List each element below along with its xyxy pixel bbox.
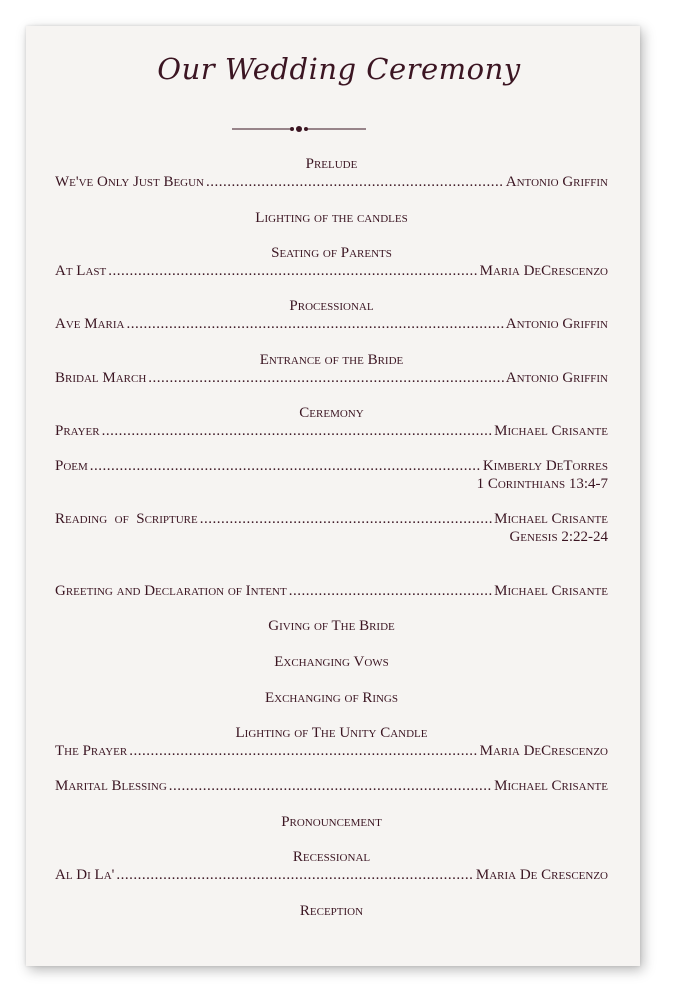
section-heading: Reception <box>299 903 364 919</box>
section-heading: Exchanging Vows <box>274 654 389 670</box>
program-row <box>55 262 608 280</box>
item-title: Poem <box>55 458 88 474</box>
section-heading: Processional <box>289 298 374 314</box>
program-row <box>55 315 608 333</box>
dot-leader <box>102 422 493 440</box>
section-heading: Entrance of the Bride <box>259 352 404 368</box>
item-performer: Antonio Griffin <box>505 370 608 386</box>
dot-leader <box>148 369 504 387</box>
section-heading: Prelude <box>305 156 358 172</box>
dot-leader <box>116 866 474 884</box>
flourish-divider-icon <box>232 122 366 136</box>
item-performer: Maria De Crescenzo <box>475 867 608 883</box>
scripture-reference: Genesis 2:22-24 <box>509 529 608 545</box>
item-title: The Prayer <box>55 743 128 759</box>
item-performer: Maria DeCrescenzo <box>479 263 608 279</box>
dot-leader <box>108 262 477 280</box>
scripture-reference: 1 Corinthians 13:4-7 <box>476 476 608 492</box>
item-performer: Maria DeCrescenzo <box>479 743 608 759</box>
section-heading: Lighting of The Unity Candle <box>235 725 428 741</box>
item-title: Bridal March <box>55 370 147 386</box>
item-title: Ave Maria <box>55 316 125 332</box>
item-performer: Antonio Griffin <box>505 316 608 332</box>
program-row <box>55 173 608 191</box>
dot-leader <box>90 457 481 475</box>
item-performer: Michael Crisante <box>494 511 608 527</box>
item-title: We've Only Just Begun <box>55 174 205 190</box>
item-title: Al Di La' <box>55 867 115 883</box>
ceremony-program <box>55 155 608 920</box>
program-row <box>55 457 608 475</box>
dot-leader <box>289 582 492 600</box>
section-heading: Giving of The Bride <box>268 618 395 634</box>
item-performer: Kimberly DeTorres <box>482 458 608 474</box>
item-title: Marital Blessing <box>55 778 167 794</box>
section-heading: Lighting of the candles <box>255 210 408 226</box>
dot-leader <box>169 777 492 795</box>
item-performer: Michael Crisante <box>494 778 608 794</box>
program-row <box>55 422 608 440</box>
item-performer: Michael Crisante <box>494 423 608 439</box>
program-row <box>55 742 608 760</box>
program-row <box>55 369 608 387</box>
section-heading: Seating of Parents <box>271 245 392 261</box>
item-title: Prayer <box>55 423 100 439</box>
program-row <box>55 582 608 600</box>
item-performer: Michael Crisante <box>494 583 608 599</box>
page-title: Our Wedding Ceremony <box>157 52 521 86</box>
dot-leader <box>126 315 503 333</box>
item-title: Reading of Scripture <box>55 511 198 527</box>
section-heading: Pronouncement <box>281 814 382 830</box>
item-performer: Antonio Griffin <box>505 174 608 190</box>
program-row <box>55 510 608 528</box>
dot-leader <box>206 173 504 191</box>
dot-leader <box>200 510 492 528</box>
program-row <box>55 866 608 884</box>
section-heading: Ceremony <box>299 405 364 421</box>
item-title: At Last <box>55 263 107 279</box>
section-heading: Exchanging of Rings <box>264 690 398 706</box>
item-title: Greeting and Declaration of Intent <box>55 583 287 599</box>
program-row <box>55 777 608 795</box>
section-heading: Recessional <box>292 849 371 865</box>
dot-leader <box>129 742 477 760</box>
